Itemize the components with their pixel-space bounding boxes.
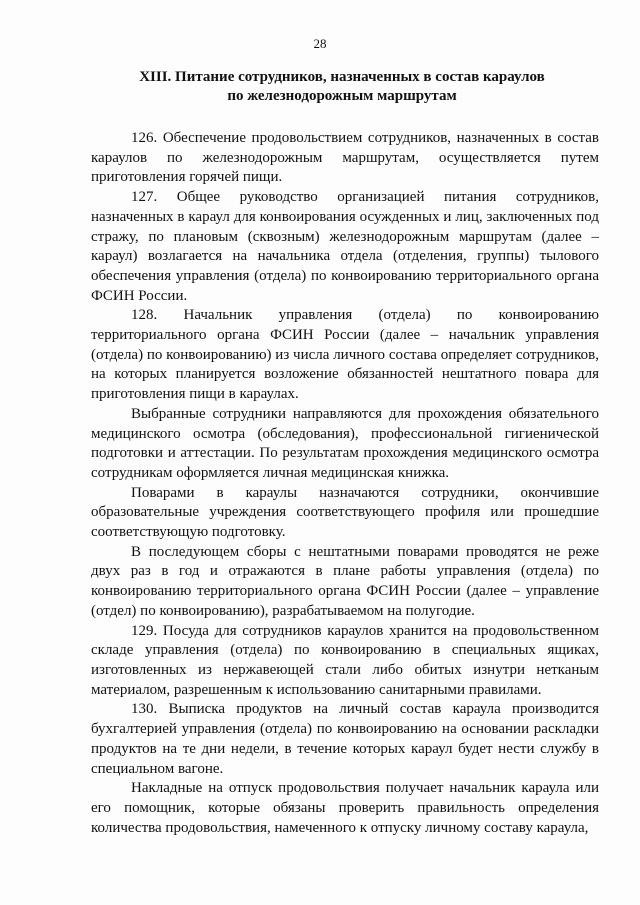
document-body bbox=[91, 129, 599, 838]
paragraph-128-training-sessions: В последующем сборы с нештатными поварами проводятся не реже двух раз в год и отражаются в плане работы управления (отдела) по конвоированию территориального органа ФСИН России (далее – управление (отдел) по конвоированию), разрабатываемом на полугодие. bbox=[91, 543, 599, 619]
paragraph-128-cook-assignment: Поварами в караулы назначаются сотрудники, окончившие образовательные учреждения соответствующего профиля или прошедшие соответствующую подготовку. bbox=[91, 484, 599, 541]
paragraph-130-invoices: Накладные на отпуск продовольствия получает начальник караула или его помощник, которые обязаны проверить правильность определения количества продовольствия, намеченного к отпуску личному составу караула, bbox=[91, 780, 599, 836]
paragraph-126: 126. Обеспечение продовольствием сотрудников, назначенных в состав караулов по железнодорожным маршрутам, осуществляется путем приготовления горячей пищи. bbox=[91, 130, 599, 186]
paragraph-128: 128. Начальник управления (отдела) по конвоированию территориального органа ФСИН России (далее – начальник управления (отдела) по конвоированию) из числа личного состава определяет сотрудников, на которых планируется возложение обязанностей нештатного повара для приготовления пищи в караулах. bbox=[91, 307, 599, 403]
section-heading-line-2: по железнодорожным маршрутам bbox=[227, 88, 457, 104]
paragraph-128-medical-exam: Выбранные сотрудники направляются для прохождения обязательного медицинского осмотра (обследования), профессиональной гигиенической подготовки и аттестации. По результатам прохождения медицинского осмотра сотрудникам оформляется личная медицинская книжка. bbox=[91, 405, 599, 481]
section-heading-line-1: XIII. Питание сотрудников, назначенных в состав караулов bbox=[139, 69, 545, 85]
section-heading bbox=[92, 68, 592, 106]
page-number: 28 bbox=[313, 36, 327, 51]
paragraph-127: 127. Общее руководство организацией питания сотрудников, назначенных в караул для конвоирования осужденных и лиц, заключенных под стражу, по плановым (сквозным) железнодорожным маршрутам (далее – караул) возлагается на начальника отдела (отделения, группы) тылового обеспечения управления (отдела) по конвоированию территориального органа ФСИН России. bbox=[91, 189, 599, 304]
paragraph-129: 129. Посуда для сотрудников караулов хранится на продовольственном складе управления (отдела) по конвоированию в специальных ящиках, изготовленных из нержавеющей стали либо обитых изнутри нетканым материалом, разрешенным к использованию санитарными правилами. bbox=[91, 622, 599, 698]
paragraph-130: 130. Выписка продуктов на личный состав караула производится бухгалтерией управления (отдела) по конвоированию на основании раскладки продуктов на те дни недели, в течение которых караул будет нести службу в специальном вагоне. bbox=[91, 701, 599, 777]
